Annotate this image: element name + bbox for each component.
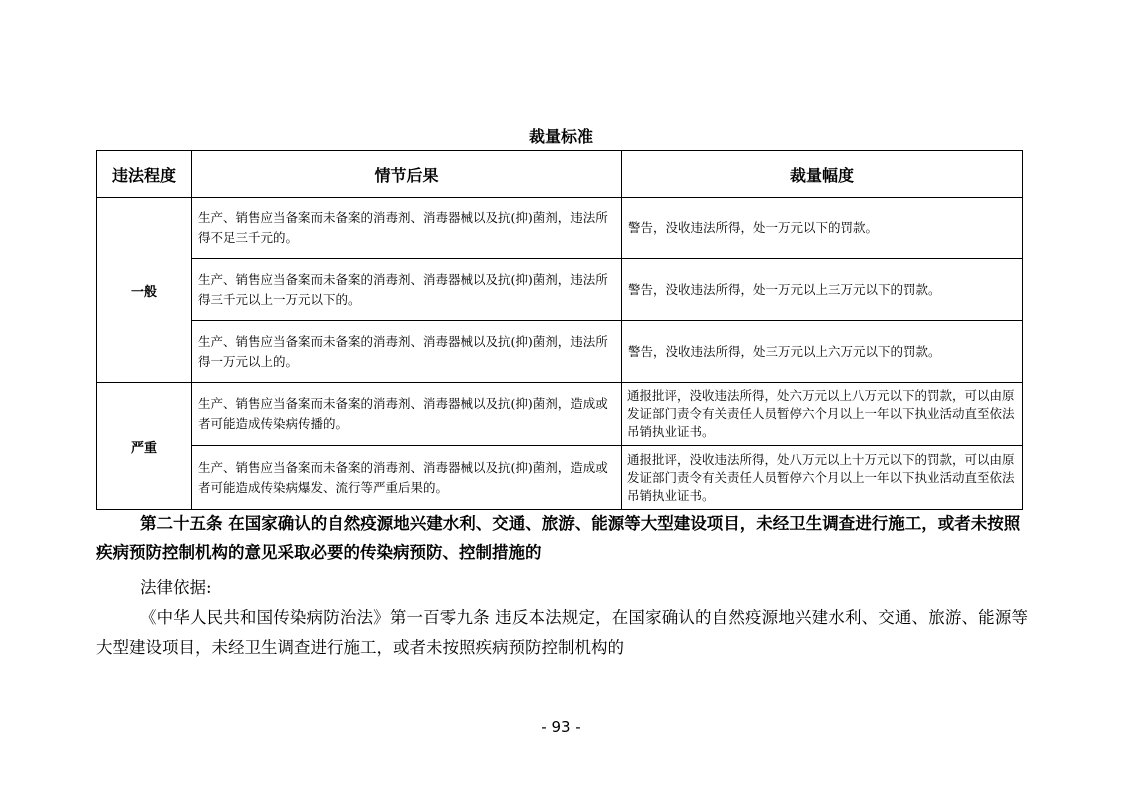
penalty-cell: 通报批评，没收违法所得，处六万元以上八万元以下的罚款，可以由原发证部门责令有关责任人员暂停六个月以上一年以下执业活动直至依法吊销执业证书。 [622,383,1023,446]
table-title: 裁量标准 [528,127,593,146]
circumstance-cell: 生产、销售应当备案而未备案的消毒剂、消毒器械以及抗(抑)菌剂，违法所得不足三千元的。 [192,198,622,259]
header-violation-degree: 违法程度 [97,151,192,198]
table-row [97,259,1023,321]
page-number: - 93 - [541,718,581,736]
article-heading: 第二十五条 在国家确认的自然疫源地兴建水利、交通、旅游、能源等大型建设项目，未经卫生调查进行施工，或者未按照疾病预防控制机构的意见采取必要的传染病预防、控制措施的 [96,514,1021,562]
sanction-standard-table [96,150,1023,510]
header-penalty-range: 裁量幅度 [622,151,1023,198]
law-text: 《中华人民共和国传染病防治法》第一百零九条 违反本法规定，在国家确认的自然疫源地兴建水利、交通、旅游、能源等大型建设项目，未经卫生调查进行施工，或者未按照疾病预防控制机构的 [96,608,1028,657]
circumstance-cell: 生产、销售应当备案而未备案的消毒剂、消毒器械以及抗(抑)菌剂，造成或者可能造成传染病传播的。 [192,383,622,446]
table-header-row [97,151,1023,198]
table-row [97,198,1023,259]
circumstance-cell: 生产、销售应当备案而未备案的消毒剂、消毒器械以及抗(抑)菌剂，造成或者可能造成传染病爆发、流行等严重后果的。 [192,446,622,510]
penalty-cell: 通报批评，没收违法所得，处八万元以上十万元以下的罚款，可以由原发证部门责令有关责任人员暂停六个月以上一年以下执业活动直至依法吊销执业证书。 [622,446,1023,510]
legal-basis-label: 法律依据: [140,578,212,597]
circumstance-cell: 生产、销售应当备案而未备案的消毒剂、消毒器械以及抗(抑)菌剂，违法所得一万元以上的。 [192,321,622,383]
penalty-cell: 警告，没收违法所得，处三万元以上六万元以下的罚款。 [622,321,1023,383]
penalty-cell: 警告，没收违法所得，处一万元以下的罚款。 [622,198,1023,259]
level-serious: 严重 [97,383,192,510]
header-circumstances: 情节后果 [192,151,622,198]
table-row [97,383,1023,446]
circumstance-cell: 生产、销售应当备案而未备案的消毒剂、消毒器械以及抗(抑)菌剂，违法所得三千元以上一万元以下的。 [192,259,622,321]
table-row [97,321,1023,383]
level-general: 一般 [97,198,192,383]
table-row [97,446,1023,510]
penalty-cell: 警告，没收违法所得，处一万元以上三万元以下的罚款。 [622,259,1023,321]
